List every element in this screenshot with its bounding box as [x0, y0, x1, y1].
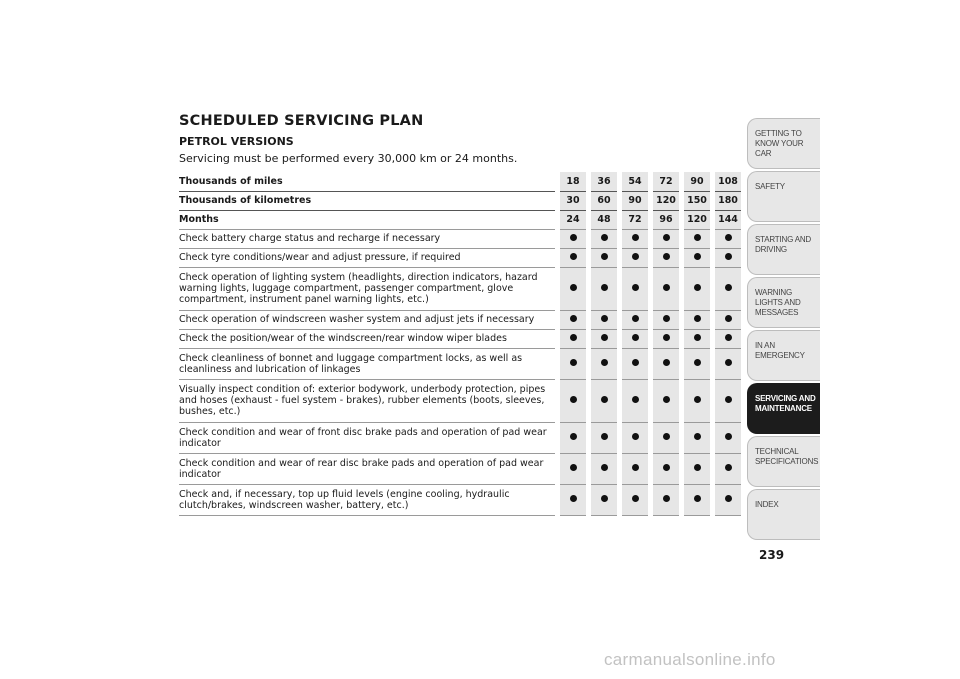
check-cell [682, 422, 713, 453]
operation-label: Check cleanliness of bonnet and luggage compartment locks, as well as cleanliness and lubrication of linkages [179, 348, 558, 379]
check-dot-icon [601, 464, 608, 471]
table-row [179, 329, 741, 348]
check-dot-icon [601, 359, 608, 366]
tab-index[interactable]: INDEX [747, 489, 820, 540]
check-cell [713, 379, 742, 422]
header-row-miles [179, 172, 741, 191]
check-dot-icon [725, 284, 732, 291]
tab-warning-lights-and-messages[interactable]: WARNING LIGHTS AND MESSAGES [747, 277, 820, 328]
operation-label: Check tyre conditions/wear and adjust pressure, if required [179, 248, 558, 267]
check-cell [589, 248, 620, 267]
header-value: 72 [651, 172, 682, 191]
check-cell [620, 248, 651, 267]
header-label: Thousands of miles [179, 172, 558, 191]
check-dot-icon [694, 234, 701, 241]
table-row [179, 422, 741, 453]
check-dot-icon [663, 464, 670, 471]
check-cell [651, 453, 682, 484]
check-dot-icon [601, 284, 608, 291]
check-dot-icon [601, 396, 608, 403]
check-dot-icon [725, 495, 732, 502]
check-dot-icon [632, 334, 639, 341]
check-dot-icon [694, 253, 701, 260]
check-cell [620, 348, 651, 379]
check-dot-icon [725, 464, 732, 471]
operation-label: Check the position/wear of the windscreen/rear window wiper blades [179, 329, 558, 348]
check-cell [589, 422, 620, 453]
check-dot-icon [663, 359, 670, 366]
header-value: 18 [558, 172, 589, 191]
header-value: 96 [651, 210, 682, 229]
header-value: 90 [620, 191, 651, 210]
check-cell [589, 379, 620, 422]
check-cell [713, 348, 742, 379]
header-value: 54 [620, 172, 651, 191]
check-cell [682, 248, 713, 267]
check-dot-icon [725, 433, 732, 440]
check-dot-icon [632, 253, 639, 260]
check-dot-icon [663, 234, 670, 241]
check-dot-icon [694, 334, 701, 341]
operation-label: Check operation of windscreen washer system and adjust jets if necessary [179, 310, 558, 329]
check-dot-icon [694, 396, 701, 403]
check-cell [713, 484, 742, 515]
check-cell [682, 310, 713, 329]
check-dot-icon [570, 284, 577, 291]
check-cell [589, 329, 620, 348]
check-dot-icon [725, 315, 732, 322]
header-value: 60 [589, 191, 620, 210]
check-cell [589, 267, 620, 310]
header-value: 48 [589, 210, 620, 229]
check-cell [620, 310, 651, 329]
header-row-kilometres [179, 191, 741, 210]
header-value: 120 [682, 210, 713, 229]
page-number: 239 [759, 548, 785, 562]
check-cell [558, 422, 589, 453]
check-cell [682, 484, 713, 515]
check-cell [589, 229, 620, 248]
check-cell [620, 422, 651, 453]
check-dot-icon [725, 253, 732, 260]
check-dot-icon [601, 433, 608, 440]
check-cell [558, 329, 589, 348]
check-dot-icon [601, 334, 608, 341]
check-dot-icon [725, 396, 732, 403]
header-value: 72 [620, 210, 651, 229]
check-dot-icon [694, 433, 701, 440]
check-cell [651, 310, 682, 329]
check-dot-icon [694, 284, 701, 291]
table-row [179, 267, 741, 310]
check-dot-icon [632, 359, 639, 366]
check-cell [651, 348, 682, 379]
check-dot-icon [570, 334, 577, 341]
section-subtitle: PETROL VERSIONS [179, 135, 294, 148]
check-dot-icon [632, 234, 639, 241]
header-value: 150 [682, 191, 713, 210]
check-dot-icon [570, 315, 577, 322]
check-cell [620, 484, 651, 515]
check-dot-icon [570, 433, 577, 440]
table-row [179, 484, 741, 515]
table-row [179, 348, 741, 379]
tab-getting-to-know-your-car[interactable]: GETTING TO KNOW YOUR CAR [747, 118, 820, 169]
check-cell [651, 229, 682, 248]
check-cell [558, 379, 589, 422]
page-title: SCHEDULED SERVICING PLAN [179, 113, 424, 129]
check-dot-icon [570, 234, 577, 241]
check-dot-icon [601, 495, 608, 502]
check-cell [651, 248, 682, 267]
check-cell [620, 267, 651, 310]
check-cell [589, 310, 620, 329]
section-tabs [747, 118, 820, 542]
check-dot-icon [725, 334, 732, 341]
tab-servicing-and-maintenance[interactable]: SERVICING AND MAINTENANCE [747, 383, 820, 434]
check-dot-icon [570, 495, 577, 502]
check-dot-icon [663, 284, 670, 291]
header-value: 180 [713, 191, 742, 210]
operation-label: Check battery charge status and recharge if necessary [179, 229, 558, 248]
check-dot-icon [632, 464, 639, 471]
check-dot-icon [694, 359, 701, 366]
check-cell [620, 229, 651, 248]
intro-text: Servicing must be performed every 30,000 km or 24 months. [179, 152, 518, 165]
header-value: 24 [558, 210, 589, 229]
header-value: 108 [713, 172, 742, 191]
document-body [179, 112, 741, 516]
check-cell [713, 422, 742, 453]
check-cell [651, 267, 682, 310]
check-dot-icon [632, 284, 639, 291]
header-label: Thousands of kilometres [179, 191, 558, 210]
check-cell [682, 229, 713, 248]
servicing-table [179, 172, 741, 516]
check-cell [713, 267, 742, 310]
check-dot-icon [694, 464, 701, 471]
header-label: Months [179, 210, 558, 229]
check-cell [651, 422, 682, 453]
check-cell [558, 484, 589, 515]
check-dot-icon [663, 495, 670, 502]
check-dot-icon [601, 234, 608, 241]
header-value: 30 [558, 191, 589, 210]
check-cell [589, 453, 620, 484]
check-dot-icon [601, 253, 608, 260]
check-cell [651, 379, 682, 422]
check-dot-icon [632, 495, 639, 502]
check-cell [713, 229, 742, 248]
check-cell [558, 348, 589, 379]
tab-in-an-emergency[interactable]: IN AN EMERGENCY [747, 330, 820, 381]
header-value: 120 [651, 191, 682, 210]
check-cell [651, 484, 682, 515]
check-cell [558, 248, 589, 267]
tab-technical-specifications[interactable]: TECHNICAL SPECIFICATIONS [747, 436, 820, 487]
check-cell [682, 348, 713, 379]
check-dot-icon [663, 433, 670, 440]
check-cell [713, 248, 742, 267]
operation-label: Check and, if necessary, top up fluid levels (engine cooling, hydraulic clutch/brakes, windscreen washer, battery, etc.) [179, 484, 558, 515]
check-dot-icon [570, 253, 577, 260]
header-value: 36 [589, 172, 620, 191]
check-dot-icon [663, 315, 670, 322]
check-dot-icon [725, 359, 732, 366]
check-dot-icon [601, 315, 608, 322]
operation-label: Check operation of lighting system (headlights, direction indicators, hazard warning lights, luggage compartment, passenger compartment, glove compartment, instrument panel warning lights, etc.) [179, 267, 558, 310]
header-value: 144 [713, 210, 742, 229]
operation-label: Check condition and wear of rear disc brake pads and operation of pad wear indicator [179, 453, 558, 484]
check-dot-icon [663, 253, 670, 260]
table-row [179, 379, 741, 422]
check-dot-icon [632, 315, 639, 322]
operation-label: Check condition and wear of front disc brake pads and operation of pad wear indicator [179, 422, 558, 453]
operation-label: Visually inspect condition of: exterior bodywork, underbody protection, pipes and hoses (exhaust - fuel system - brakes), rubber elements (boots, sleeves, bushes, etc.) [179, 379, 558, 422]
servicing-table-body [179, 172, 741, 515]
check-dot-icon [632, 433, 639, 440]
check-cell [620, 453, 651, 484]
check-dot-icon [663, 396, 670, 403]
check-cell [682, 379, 713, 422]
header-row-months [179, 210, 741, 229]
check-cell [713, 329, 742, 348]
tab-starting-and-driving[interactable]: STARTING AND DRIVING [747, 224, 820, 275]
check-cell [620, 329, 651, 348]
check-dot-icon [663, 334, 670, 341]
check-cell [682, 267, 713, 310]
tab-safety[interactable]: SAFETY [747, 171, 820, 222]
check-cell [713, 310, 742, 329]
header-value: 90 [682, 172, 713, 191]
check-cell [558, 229, 589, 248]
check-dot-icon [570, 359, 577, 366]
check-dot-icon [570, 396, 577, 403]
check-dot-icon [694, 315, 701, 322]
watermark: carmanualsonline.info [604, 650, 776, 669]
check-cell [558, 267, 589, 310]
check-cell [589, 484, 620, 515]
check-cell [651, 329, 682, 348]
check-cell [682, 329, 713, 348]
check-dot-icon [694, 495, 701, 502]
check-cell [682, 453, 713, 484]
check-cell [589, 348, 620, 379]
check-cell [558, 453, 589, 484]
table-row [179, 229, 741, 248]
check-cell [620, 379, 651, 422]
table-row [179, 310, 741, 329]
check-cell [558, 310, 589, 329]
check-cell [713, 453, 742, 484]
check-dot-icon [570, 464, 577, 471]
check-dot-icon [632, 396, 639, 403]
table-row [179, 248, 741, 267]
check-dot-icon [725, 234, 732, 241]
table-row [179, 453, 741, 484]
